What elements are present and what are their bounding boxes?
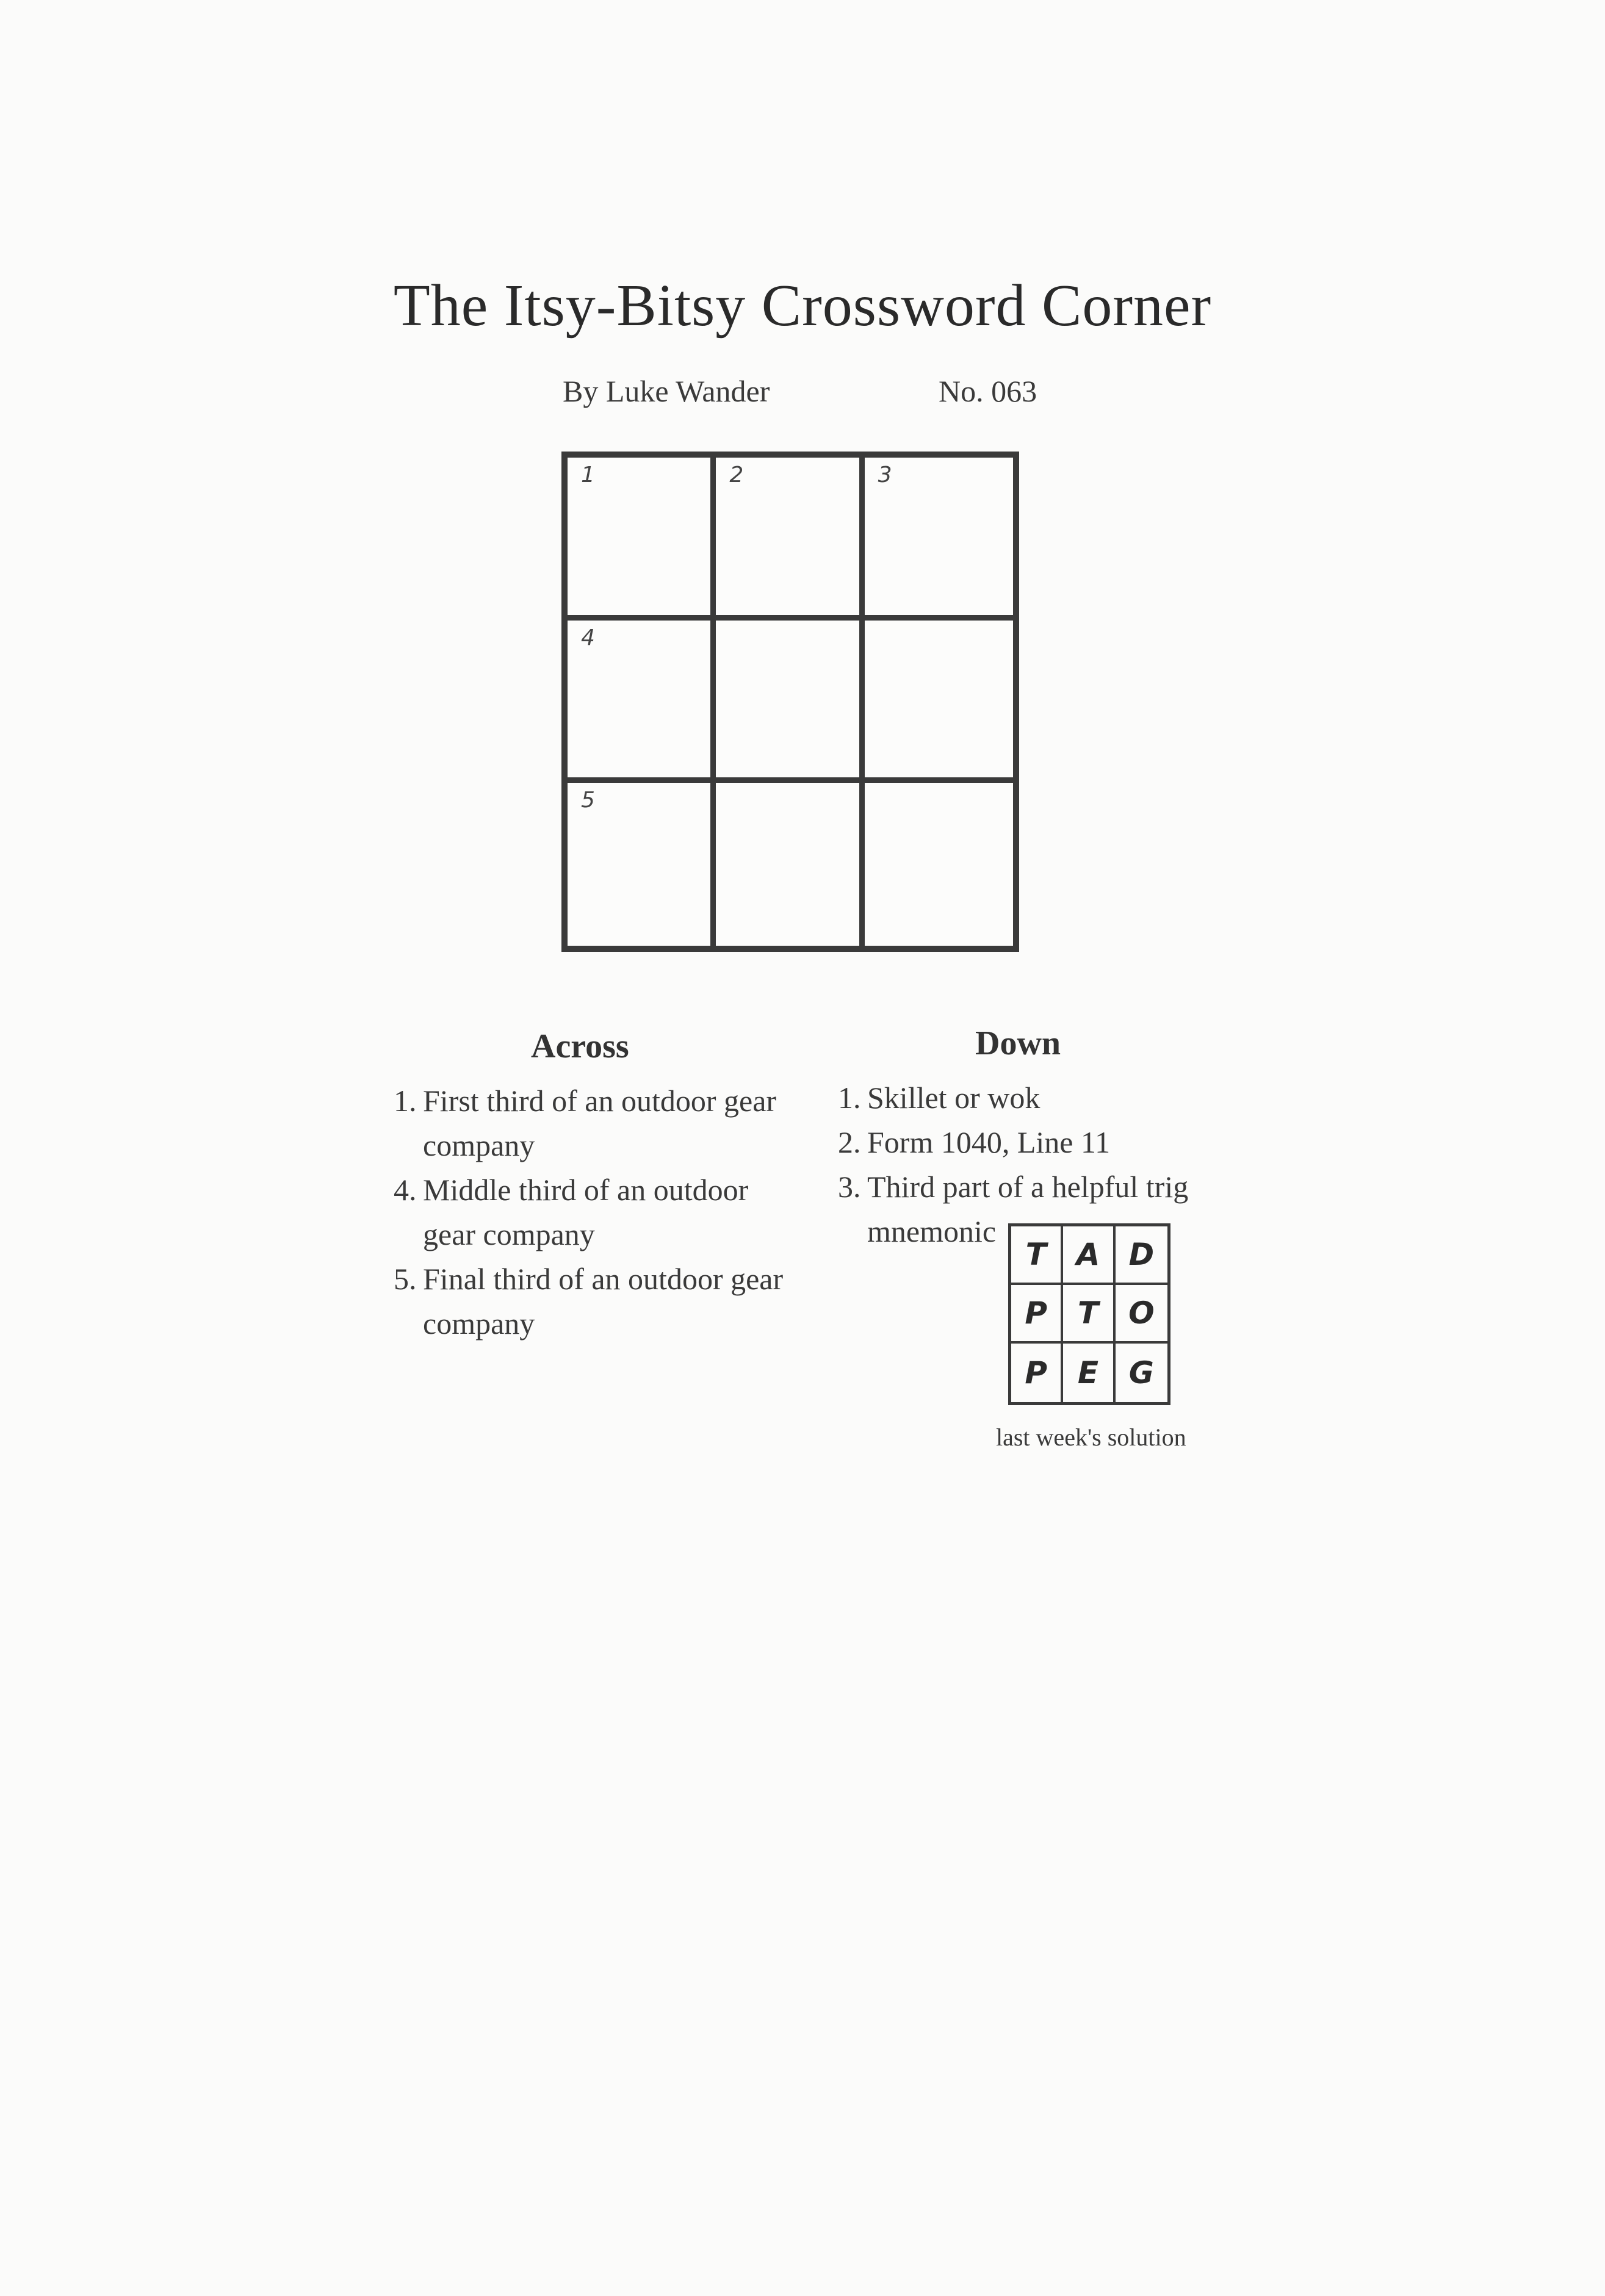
grid-cell-8[interactable] bbox=[716, 783, 864, 946]
grid-cell-7[interactable] bbox=[568, 783, 716, 946]
clue-text: Third part of a helpful trig mnemonic bbox=[867, 1170, 1189, 1248]
solution-caption: last week's solution bbox=[996, 1423, 1186, 1451]
author-byline: By Luke Wander bbox=[563, 374, 770, 408]
clue-number: 3. bbox=[838, 1170, 861, 1204]
across-heading: Across bbox=[531, 1027, 629, 1065]
clue-number: 5. bbox=[394, 1262, 417, 1296]
clue-number: 3 bbox=[878, 462, 892, 488]
grid-cell-9[interactable] bbox=[865, 783, 1013, 946]
down-clue bbox=[838, 1076, 1216, 1120]
across-clue-list bbox=[394, 1079, 790, 1346]
issue-number: No. 063 bbox=[939, 374, 1037, 408]
solution-letter: D bbox=[1116, 1226, 1167, 1285]
clue-number: 2. bbox=[838, 1125, 861, 1159]
grid-cell-2[interactable] bbox=[716, 458, 864, 621]
solution-letter: P bbox=[1011, 1285, 1063, 1344]
across-clue bbox=[394, 1168, 790, 1257]
grid-cell-3[interactable] bbox=[865, 458, 1013, 621]
clue-number: 5 bbox=[581, 788, 595, 813]
clue-number: 1 bbox=[581, 462, 595, 488]
clue-number: 4 bbox=[581, 625, 595, 650]
clue-number: 1. bbox=[838, 1081, 861, 1115]
clue-text: Form 1040, Line 11 bbox=[867, 1125, 1111, 1159]
clue-text: Skillet or wok bbox=[867, 1081, 1041, 1115]
solution-letter: A bbox=[1063, 1226, 1115, 1285]
solution-letter: E bbox=[1063, 1344, 1115, 1402]
clue-text: First third of an outdoor gear company bbox=[423, 1084, 777, 1162]
last-week-solution-grid bbox=[1008, 1223, 1170, 1405]
grid-cell-6[interactable] bbox=[865, 621, 1013, 783]
crossword-grid bbox=[561, 452, 1019, 952]
clue-text: Final third of an outdoor gear company bbox=[423, 1262, 784, 1341]
grid-cell-4[interactable] bbox=[568, 621, 716, 783]
clue-number: 4. bbox=[394, 1173, 417, 1207]
down-heading: Down bbox=[975, 1024, 1061, 1062]
clue-number: 1. bbox=[394, 1084, 417, 1118]
clue-number: 2 bbox=[729, 462, 744, 488]
solution-letter: G bbox=[1128, 1355, 1154, 1391]
clue-text: Middle third of an outdoor gear company bbox=[423, 1173, 749, 1251]
solution-letter: P bbox=[1011, 1344, 1063, 1402]
grid-cell-5[interactable] bbox=[716, 621, 864, 783]
solution-letter: T bbox=[1011, 1226, 1063, 1285]
solution-letter: O bbox=[1116, 1285, 1167, 1344]
puzzle-title: The Itsy-Bitsy Crossword Corner bbox=[393, 273, 1212, 339]
across-clue bbox=[394, 1079, 790, 1168]
across-clue bbox=[394, 1257, 790, 1346]
grid-cell-1[interactable] bbox=[568, 458, 716, 621]
down-clue bbox=[838, 1120, 1216, 1165]
solution-letter: T bbox=[1063, 1285, 1115, 1344]
